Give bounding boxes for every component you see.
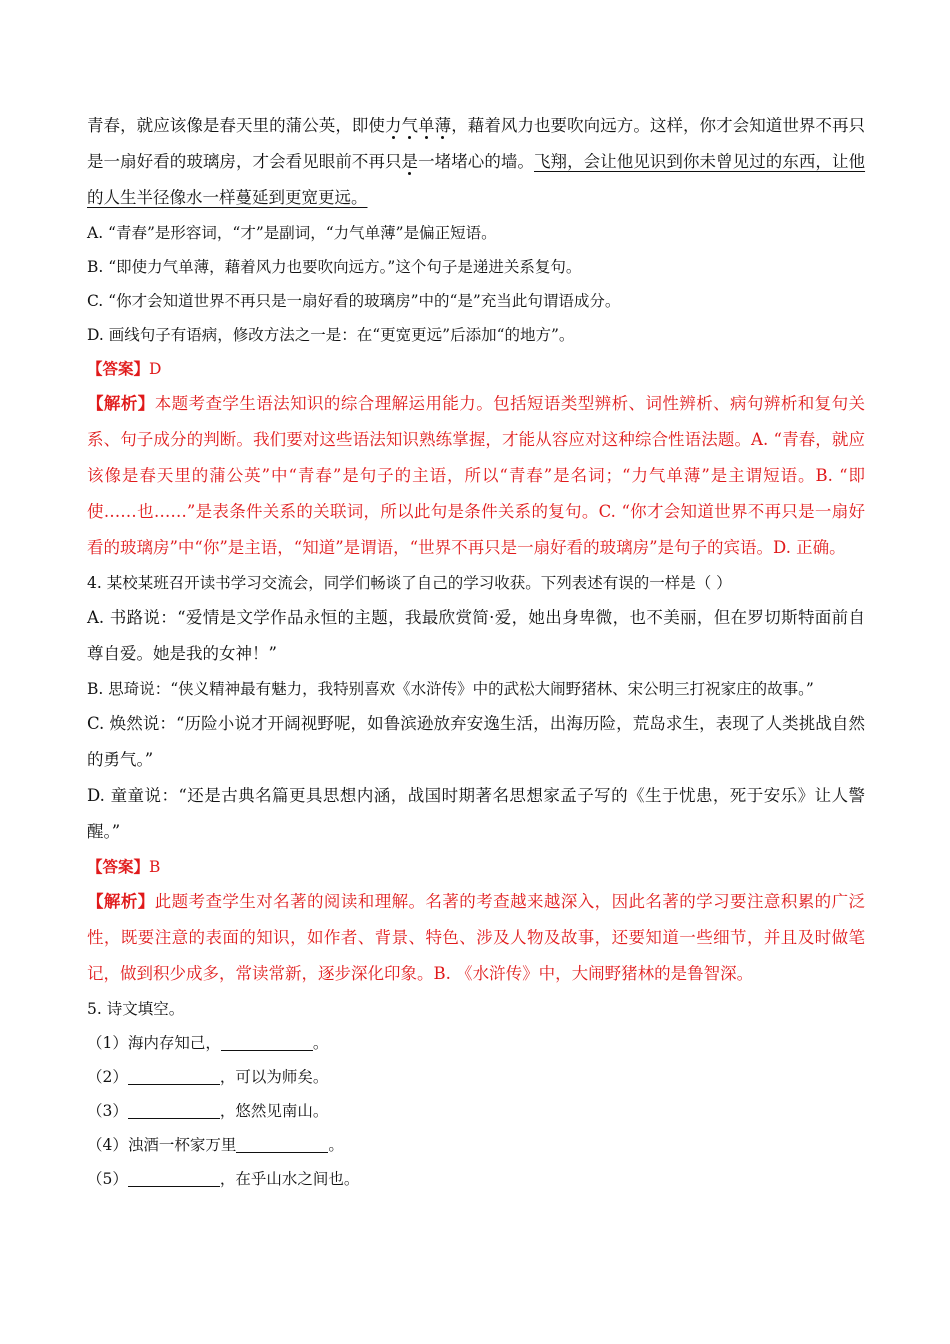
item-text: 。 [312,1034,329,1052]
passage-text: ，藉着风力也要吹向远方。这样，你才会知道世界不再只是一扇好看的玻璃房，才会看见眼前不再只 [87,116,866,171]
item-text: ，在乎山水之间也。 [219,1170,360,1188]
passage-text: 青春，就应该像是春天里的蒲公英，即使 [87,116,385,135]
item-text: ，悠然见南山。 [219,1102,329,1120]
q3-option-c: C. “你才会知道世界不再只是一扇好看的玻璃房”中的“是”充当此句谓语成分。 [87,292,621,310]
q3-passage [87,108,865,216]
q3-option-b: B. “即使力气单薄，藉着风力也要吹向远方。”这个句子是递进关系复句。 [87,258,582,276]
document-content [87,108,865,1196]
q3-option-d: D. 画线句子有语病，修改方法之一是：在“更宽更远”后添加“的地方”。 [87,326,575,344]
analysis-text: 此题考查学生对名著的阅读和理解。名著的考查越来越深入，因此名著的学习要注意积累的广泛性，既要注意的表面的知识，如作者、背景、特色、涉及人物及故事，还要知道一些细节，并且及时做笔记，做到积少成多，常读常新，逐步深化印象。B. 《水浒传》中，大闹野猪林的是鲁智深。 [87,892,866,983]
q4-option-d: D. 童童说：“还是古典名篇更具思想内涵，战国时期著名思想家孟子写的《生于忧患，死于安乐》让人警醒。” [87,786,865,841]
item-text: （3） [87,1102,128,1120]
fill-blank[interactable] [236,1134,328,1153]
item-text: （5） [87,1170,128,1188]
emphasis-char: 气 [401,116,419,135]
passage-text: 一堵堵心的墙。 [418,152,534,171]
answer-value: B [149,858,161,876]
q4-stem: 4. 某校某班召开读书学习交流会，同学们畅谈了自己的学习收获。下列表述有误的一样是（ ） [87,574,732,592]
answer-tag: 【答案】 [87,359,150,378]
q3-analysis [87,386,865,566]
q5-item-2 [87,1060,865,1094]
underlined-sentence: 飞翔，会让他见识到你未曾见过的东西，让他的人生半径像水一样蔓延到更宽更远。 [87,152,866,207]
answer-tag: 【答案】 [87,857,150,876]
fill-blank[interactable] [221,1032,313,1051]
analysis-text: 本题考查学生语法知识的综合理解运用能力。包括短语类型辨析、词性辨析、病句辨析和复句关系、句子成分的判断。我们要对这些语法知识熟练掌握，才能从容应对这种综合性语法题。A. “青春，就应该像是春天里的蒲公英”中“青春”是句子的主语，所以“青春”是名词；“力气单薄”是主谓短语。B. “即使……也……”是表条件关系的关联词，所以此句是条件关系的复句。C. “你才会知道世界不再只是一扇好看的玻璃房”中“你”是主语，“知道”是谓语，“世界不再只是一扇好看的玻璃房”是句子的宾语。D. 正确。 [87,394,866,557]
q5-item-4 [87,1128,865,1162]
analysis-tag: 【解析】 [87,892,155,911]
q3-answer [87,352,865,386]
q5-item-5 [87,1162,865,1196]
q3-option-a: A. “青春”是形容词，“才”是副词，“力气单薄”是偏正短语。 [87,224,497,242]
q5-stem: 5. 诗文填空。 [87,1000,185,1018]
item-text: （1）海内存知己， [87,1034,221,1052]
emphasis-char: 是 [401,152,419,171]
q4-analysis [87,884,865,992]
emphasis-char: 力 [384,116,402,135]
item-text: 。 [328,1136,344,1154]
emphasis-char: 单 [418,116,435,135]
analysis-tag: 【解析】 [87,394,155,413]
fill-blank[interactable] [128,1168,220,1187]
fill-blank[interactable] [128,1100,220,1119]
q5-item-1 [87,1026,865,1060]
q5-item-3 [87,1094,865,1128]
answer-value: D [149,360,162,378]
q4-option-b: B. 思琦说：“侠义精神最有魅力，我特别喜欢《水浒传》中的武松大闹野猪林、宋公明三打祝家庄的故事。” [87,680,814,698]
item-text: （2） [87,1068,128,1086]
item-text: （4）浊酒一杯家万里 [87,1136,237,1154]
q4-answer [87,850,865,884]
emphasis-char: 薄 [434,116,452,135]
item-text: ，可以为师矣。 [219,1068,329,1086]
fill-blank[interactable] [128,1066,220,1085]
q4-option-a: A. 书路说：“爱情是文学作品永恒的主题，我最欣赏简·爱，她出身卑微，也不美丽，但在罗切斯特面前自尊自爱。她是我的女神！” [87,608,865,663]
q4-option-c: C. 焕然说：“历险小说才开阔视野呢，如鲁滨逊放弃安逸生活，出海历险，荒岛求生，表现了人类挑战自然的勇气。” [87,714,865,769]
